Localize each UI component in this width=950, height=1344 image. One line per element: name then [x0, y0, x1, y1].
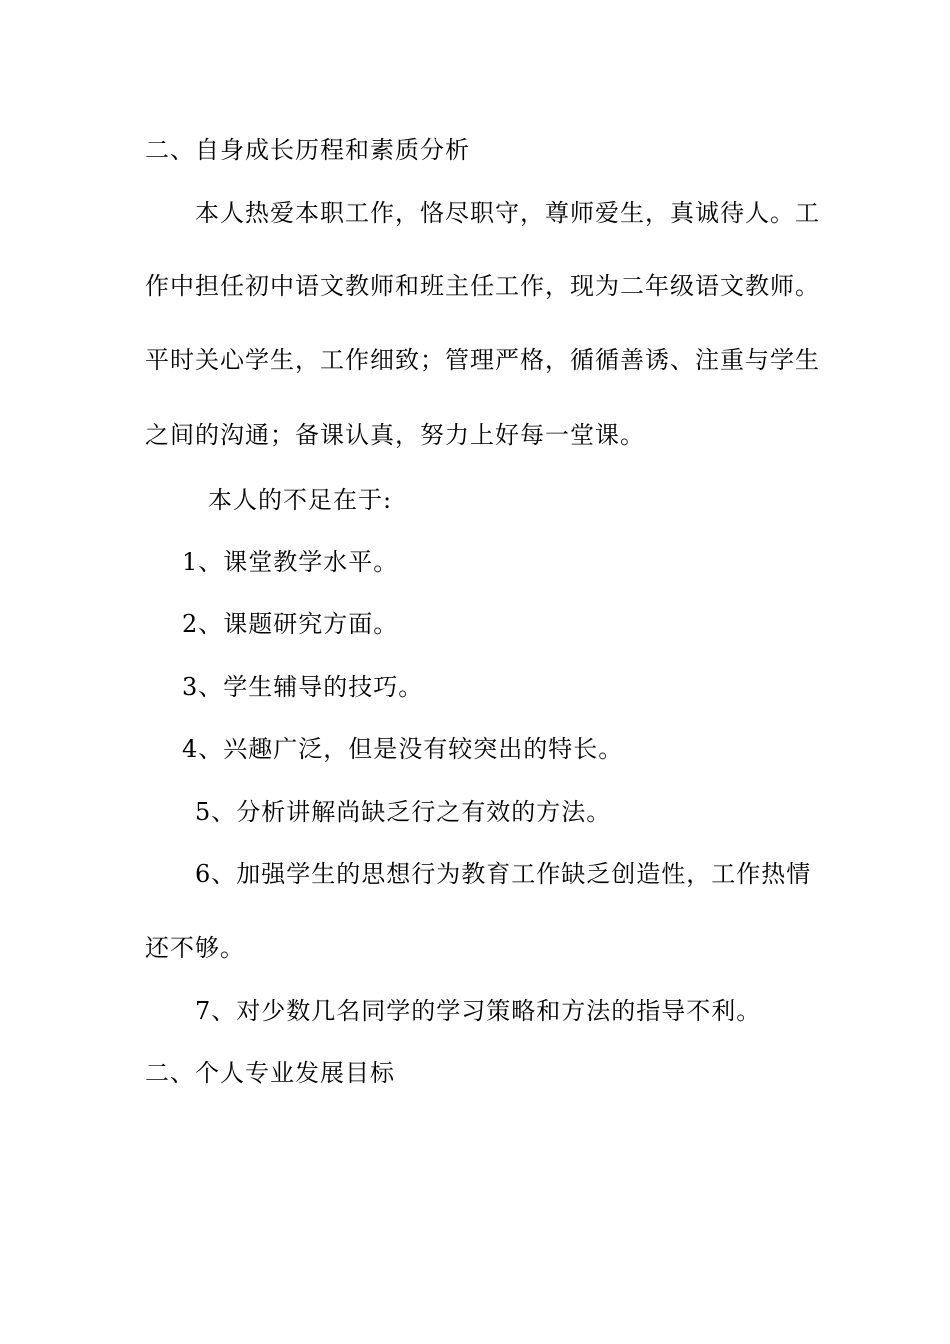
- list-item: 4、兴趣广泛，但是没有较突出的特长。: [182, 735, 624, 763]
- list-item: 5、分析讲解尚缺乏行之有效的方法。: [195, 798, 612, 826]
- paragraph-line: 本人热爱本职工作，恪尽职守，尊师爱生，真诚待人。工: [195, 199, 820, 227]
- paragraph-line: 之间的沟通；备课认真，努力上好每一堂课。: [145, 421, 645, 449]
- shortcomings-intro: 本人的不足在于:: [208, 486, 393, 514]
- list-item: 1、课堂教学水平。: [182, 548, 399, 576]
- list-item-continuation: 还不够。: [145, 934, 245, 962]
- section-heading-growth: 二、自身成长历程和素质分析: [145, 136, 470, 164]
- section-heading-goals: 二、个人专业发展目标: [145, 1059, 395, 1087]
- list-item: 3、学生辅导的技巧。: [182, 673, 424, 701]
- list-item: 2、课题研究方面。: [182, 610, 399, 638]
- paragraph-line: 作中担任初中语文教师和班主任工作，现为二年级语文教师。: [145, 272, 820, 300]
- paragraph-line: 平时关心学生，工作细致；管理严格，循循善诱、注重与学生: [145, 346, 820, 374]
- list-item: 6、加强学生的思想行为教育工作缺乏创造性，工作热情: [195, 860, 812, 888]
- list-item: 7、对少数几名同学的学习策略和方法的指导不利。: [195, 997, 762, 1025]
